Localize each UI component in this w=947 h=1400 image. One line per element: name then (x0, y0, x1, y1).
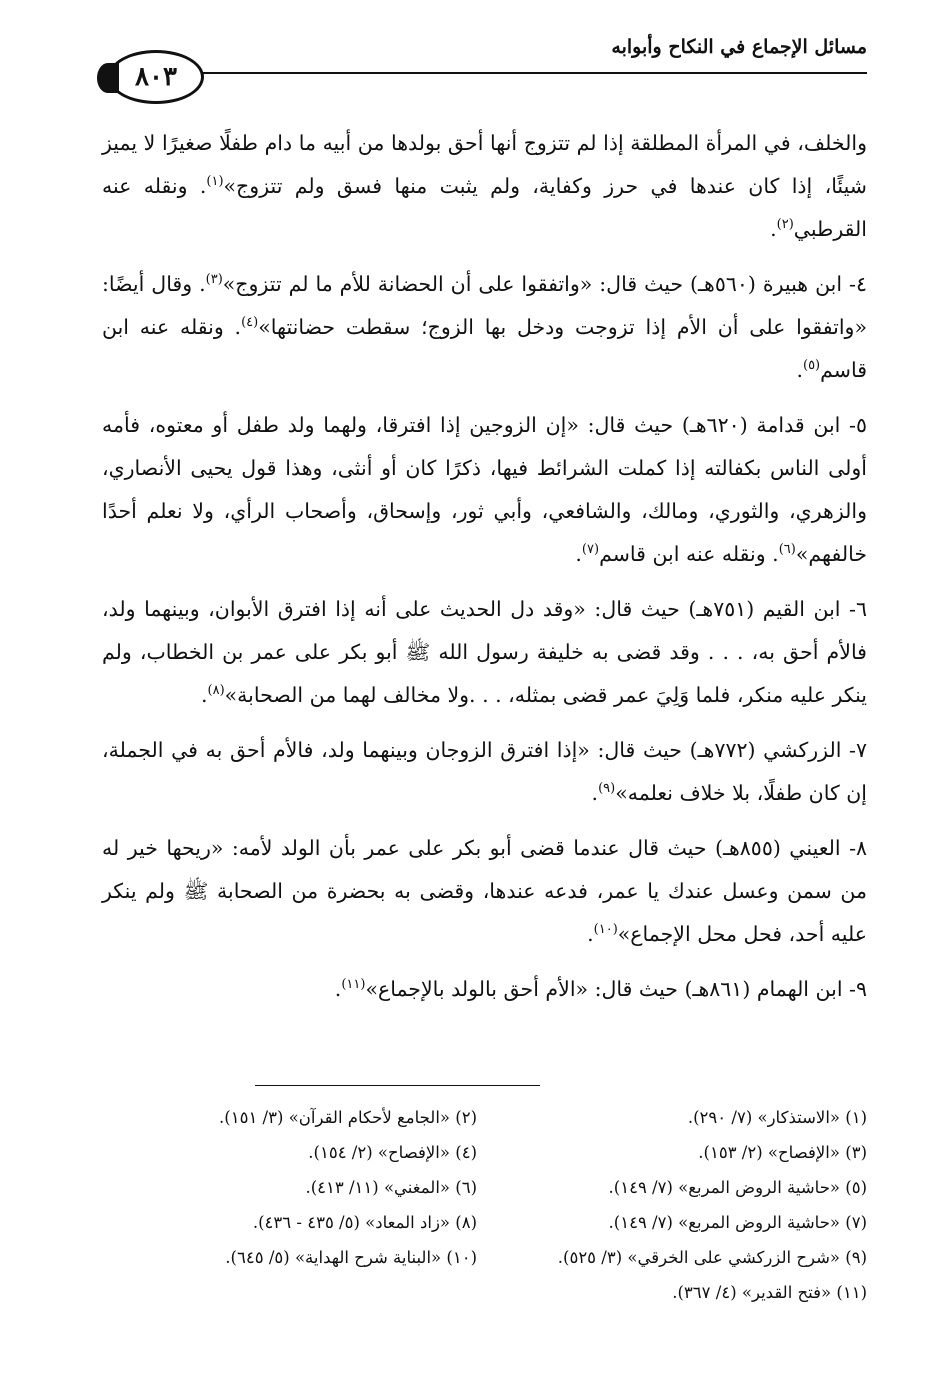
footnotes (97, 1102, 867, 1309)
paragraph-text: . ونقله عنه ابن قاسم (102, 315, 867, 382)
body-text (102, 122, 867, 1023)
footnote-separator (255, 1085, 540, 1086)
footnote: (٤) «الإفصاح» (٢/ ١٥٤). (308, 1143, 477, 1162)
footnote-marker[interactable]: (٥) (802, 358, 821, 374)
paragraph-text: ٨- العيني (٨٥٥هـ) حيث قال عندما قضى أبو بكر على عمر بأن الولد لأمه: «ريحها خير له من سمن وعسل عندك يا عمر، فدعه عندها، وقضى به بحضرة من الصحابة ﷺ ولم ينكر عليه أحد، فحل محل الإجماع» (102, 836, 868, 946)
paragraph-text: ٧- الزركشي (٧٧٢هـ) حيث قال: «إذا افترق الزوجان وبينهما ولد، فالأم أحق به في الجملة، إن كان طفلًا، بلا خلاف نعلمه» (102, 738, 868, 805)
paragraph-text: ٥- ابن قدامة (٦٢٠هـ) حيث قال: «إن الزوجين إذا افترقا، ولهما ولد طفل أو معتوه، فأمه أولى الناس بكفالته إذا كملت الشرائط فيها، ذكرًا كان أو أنثى، وهذا قول يحيى الأنصاري، والزهري، والثوري، ومالك، والشافعي، وأبي ثور، وإسحاق، وأصحاب الرأي، ولا نعلم أحدًا خالفهم» (102, 413, 867, 566)
footnote-marker[interactable]: (٦) (778, 542, 796, 558)
paragraph (102, 968, 867, 1011)
paragraph-text: ٤- ابن هبيرة (٥٦٠هـ) حيث قال: «واتفقوا على أن الحضانة للأم ما لم تتزوج» (222, 272, 867, 296)
paragraph-text: . (334, 977, 342, 1001)
footnote: (٥) «حاشية الروض المربع» (٧/ ١٤٩). (608, 1178, 867, 1197)
footnote: (٧) «حاشية الروض المربع» (٧/ ١٤٩). (608, 1213, 867, 1232)
paragraph (102, 729, 867, 815)
paragraph-text: . ونقله عنه القرطبي (102, 174, 867, 241)
footnote-marker[interactable]: (٤) (241, 315, 259, 331)
footnote: (٨) «زاد المعاد» (٥/ ٤٣٥ - ٤٣٦). (252, 1213, 477, 1232)
paragraph-text: . (575, 542, 582, 566)
footnote-marker[interactable]: (٢) (776, 217, 794, 233)
paragraph-text: ٦- ابن القيم (٧٥١هـ) حيث قال: «وقد دل الحديث على أنه إذا افترق الأبوان، وبينهما ولد، فالأم أحق به، . . . وقد قضى به خليفة رسول الله ﷺ أبو بكر على عمر بن الخطاب، ولم ينكر عليه منكر، فلما وَلِيَ عمر قضى بمثله، . . .ولا مخالف لهما من الصحابة» (102, 597, 868, 707)
paragraph-text: . وقال أيضًا: «واتفقوا على أن الأم إذا تزوجت ودخل بها الزوج؛ سقطت حضانتها» (102, 272, 867, 339)
footnote: (٢) «الجامع لأحكام القرآن» (٣/ ١٥١). (219, 1108, 477, 1127)
footnote: (٣) «الإفصاح» (٢/ ١٥٣). (698, 1143, 867, 1162)
paragraph-text: والخلف، في المرأة المطلقة إذا لم تتزوج أنها أحق بولدها من أبيه ما دام طفلًا صغيرًا لا يميز شيئًا، إذا كان عندها في حرز وكفاية، ولم يثبت منها فسق ولم تتزوج» (102, 131, 867, 198)
footnote: (١) «الاستذكار» (٧/ ٢٩٠). (687, 1108, 867, 1127)
paragraph (102, 263, 867, 392)
footnote: (١٠) «البناية شرح الهداية» (٥/ ٦٤٥). (225, 1248, 477, 1267)
paragraph-text: . ونقله عنه ابن قاسم (599, 542, 779, 566)
footnote-marker[interactable]: (١) (206, 174, 224, 190)
footnote: (١١) «فتح القدير» (٤/ ٣٦٧). (672, 1283, 867, 1302)
footnote: (٩) «شرح الزركشي على الخرقي» (٣/ ٥٢٥). (557, 1248, 867, 1267)
paragraph (102, 404, 867, 576)
footnote-marker[interactable]: (٣) (205, 272, 223, 288)
paragraph (102, 122, 867, 251)
page-number: ٨٠٣ (108, 50, 204, 104)
footnote-marker[interactable]: (٧) (581, 542, 600, 558)
footnote-marker[interactable]: (٨) (207, 683, 225, 699)
footnote-marker[interactable]: (٩) (598, 781, 616, 797)
paragraph-text: . (200, 683, 208, 707)
running-title: مسائل الإجماع في النكاح وأبوابه (611, 36, 867, 58)
paragraph-text: . (796, 358, 803, 382)
paragraph-text: . (591, 781, 599, 805)
paragraph-text: . (770, 217, 777, 241)
paragraph (102, 588, 867, 717)
header-rule (202, 72, 867, 74)
paragraph-text: ٩- ابن الهمام (٨٦١هـ) حيث قال: «الأم أحق بالولد بالإجماع» (365, 977, 867, 1001)
paragraph-text: . (587, 922, 594, 946)
footnote: (٦) «المغني» (١١/ ٤١٣). (305, 1178, 477, 1197)
paragraph (102, 827, 867, 956)
footnote-marker[interactable]: (١٠) (593, 922, 618, 938)
footnote-marker[interactable]: (١١) (341, 977, 366, 993)
